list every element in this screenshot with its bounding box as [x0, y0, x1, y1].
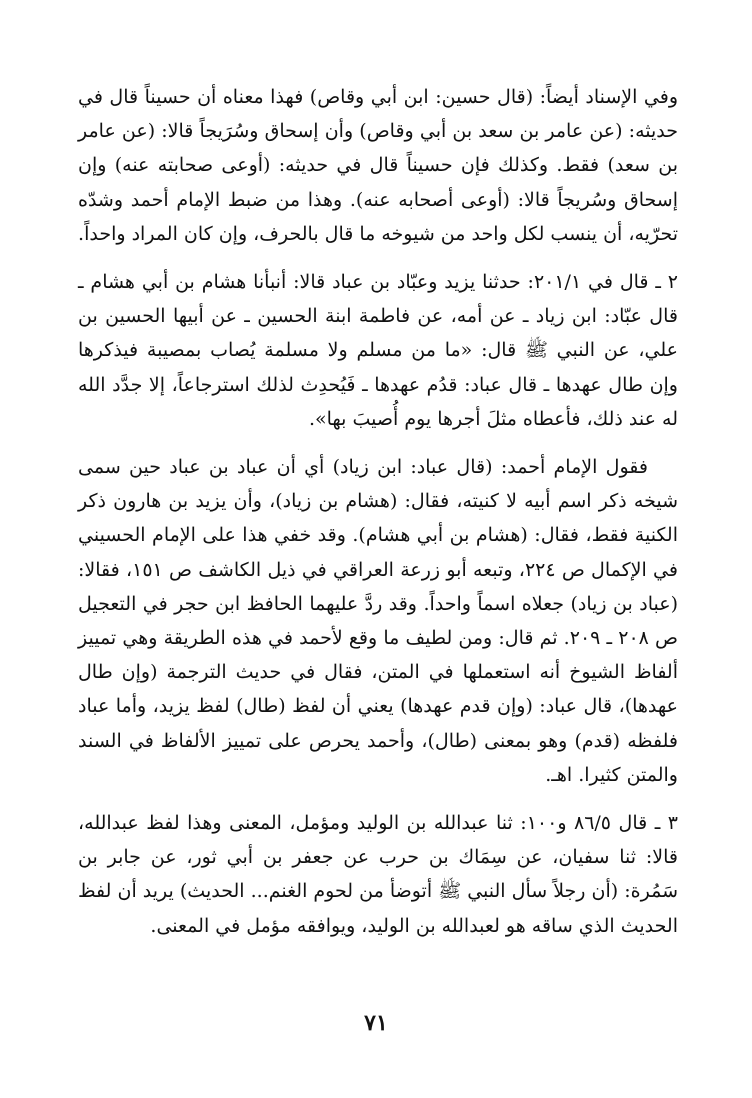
paragraph-gap	[78, 792, 678, 806]
paragraph-gap	[78, 251, 678, 265]
paragraph-isnad-continuation: وفي الإسناد أيضاً: (قال حسين: ابن أبي وقاص) فهذا معناه أن حسيناً قال في حديثه: (عن عامر بن سعد بن أبي وقاص) وأن إسحاق وسُرَيجاً قالا: (عن عامر بن سعد) فقط. وكذلك فإن حسيناً قال في حديثه: (أوعى صحابته عنه) وإن إسحاق وسُريجاً قالا: (أوعى أصحابه عنه). وهذا من ضبط الإمام أحمد وشدّه تحرّيه، أن ينسب لكل واحد من شيوخه ما قال بالحرف، وإن كان المراد واحداً.	[78, 86, 678, 245]
paragraph-commentary: فقول الإمام أحمد: (قال عباد: ابن زياد) أي أن عباد بن عباد حين سمى شيخه ذكر اسم أبيه لا كنيته، فقال: (هشام بن زياد)، وأن يزيد بن هارون ذكر الكنية فقط، فقال: (هشام بن أبي هشام). وقد خفي هذا على الإمام الحسيني في الإكمال ص ٢٢٤، وتبعه أبو زرعة العراقي في ذيل الكاشف ص ١٥١، فقالا: (عباد بن زياد) جعلاه اسماً واحداً. وقد ردَّ عليهما الحافظ ابن حجر في التعجيل ص ٢٠٨ ـ ٢٠٩. ثم قال: ومن لطيف ما وقع لأحمد في هذه الطريقة وهي تمييز ألفاظ الشيوخ أنه استعملها في المتن، فقال في حديث الترجمة (وإن طال عهدها)، قال عباد: (وإن قدم عهدها) يعني أن لفظ (طال) لفظ يزيد، وأما عباد فلفظه (قدم) وهو بمعنى (طال)، وأحمد يحرص على تمييز الألفاظ في السند والمتن كثيرا. اهـ.	[78, 456, 679, 786]
paragraph-hadith-3: ٣ ـ قال ٨٦/٥ و١٠٠: ثنا عبدالله بن الوليد ومؤمل، المعنى وهذا لفظ عبدالله، قالا: ثنا سفيان، عن سِمَاك بن حرب عن جعفر بن أبي ثور، عن جابر بن سَمُرة: (أن رجلاً سأل النبي ﷺ أتوضأ من لحوم الغنم... الحديث) يريد أن لفظ الحديث الذي ساقه هو لعبدالله بن الوليد، ويوافقه مؤمل في المعنى.	[78, 812, 678, 937]
page-number: ٧١	[364, 1010, 388, 1036]
main-text	[78, 80, 678, 943]
paragraph-gap	[78, 436, 678, 450]
paragraph-hadith-2: ٢ ـ قال في ٢٠١/١: حدثنا يزيد وعبّاد بن عباد قالا: أنبأنا هشام بن أبي هشام ـ قال عبّاد: ابن زياد ـ عن أمه، عن فاطمة ابنة الحسين ـ عن أبيها الحسين بن علي، عن النبي ﷺ قال: «ما من مسلم ولا مسلمة يُصاب بمصيبة فيذكرها وإن طال عهدها ـ قال عباد: قدُم عهدها ـ فَيُحدِث لذلك استرجاعاً، إلا جدَّد الله له عند ذلك، فأعطاه مثلَ أجرها يوم أُصيبَ بها».	[78, 271, 679, 430]
